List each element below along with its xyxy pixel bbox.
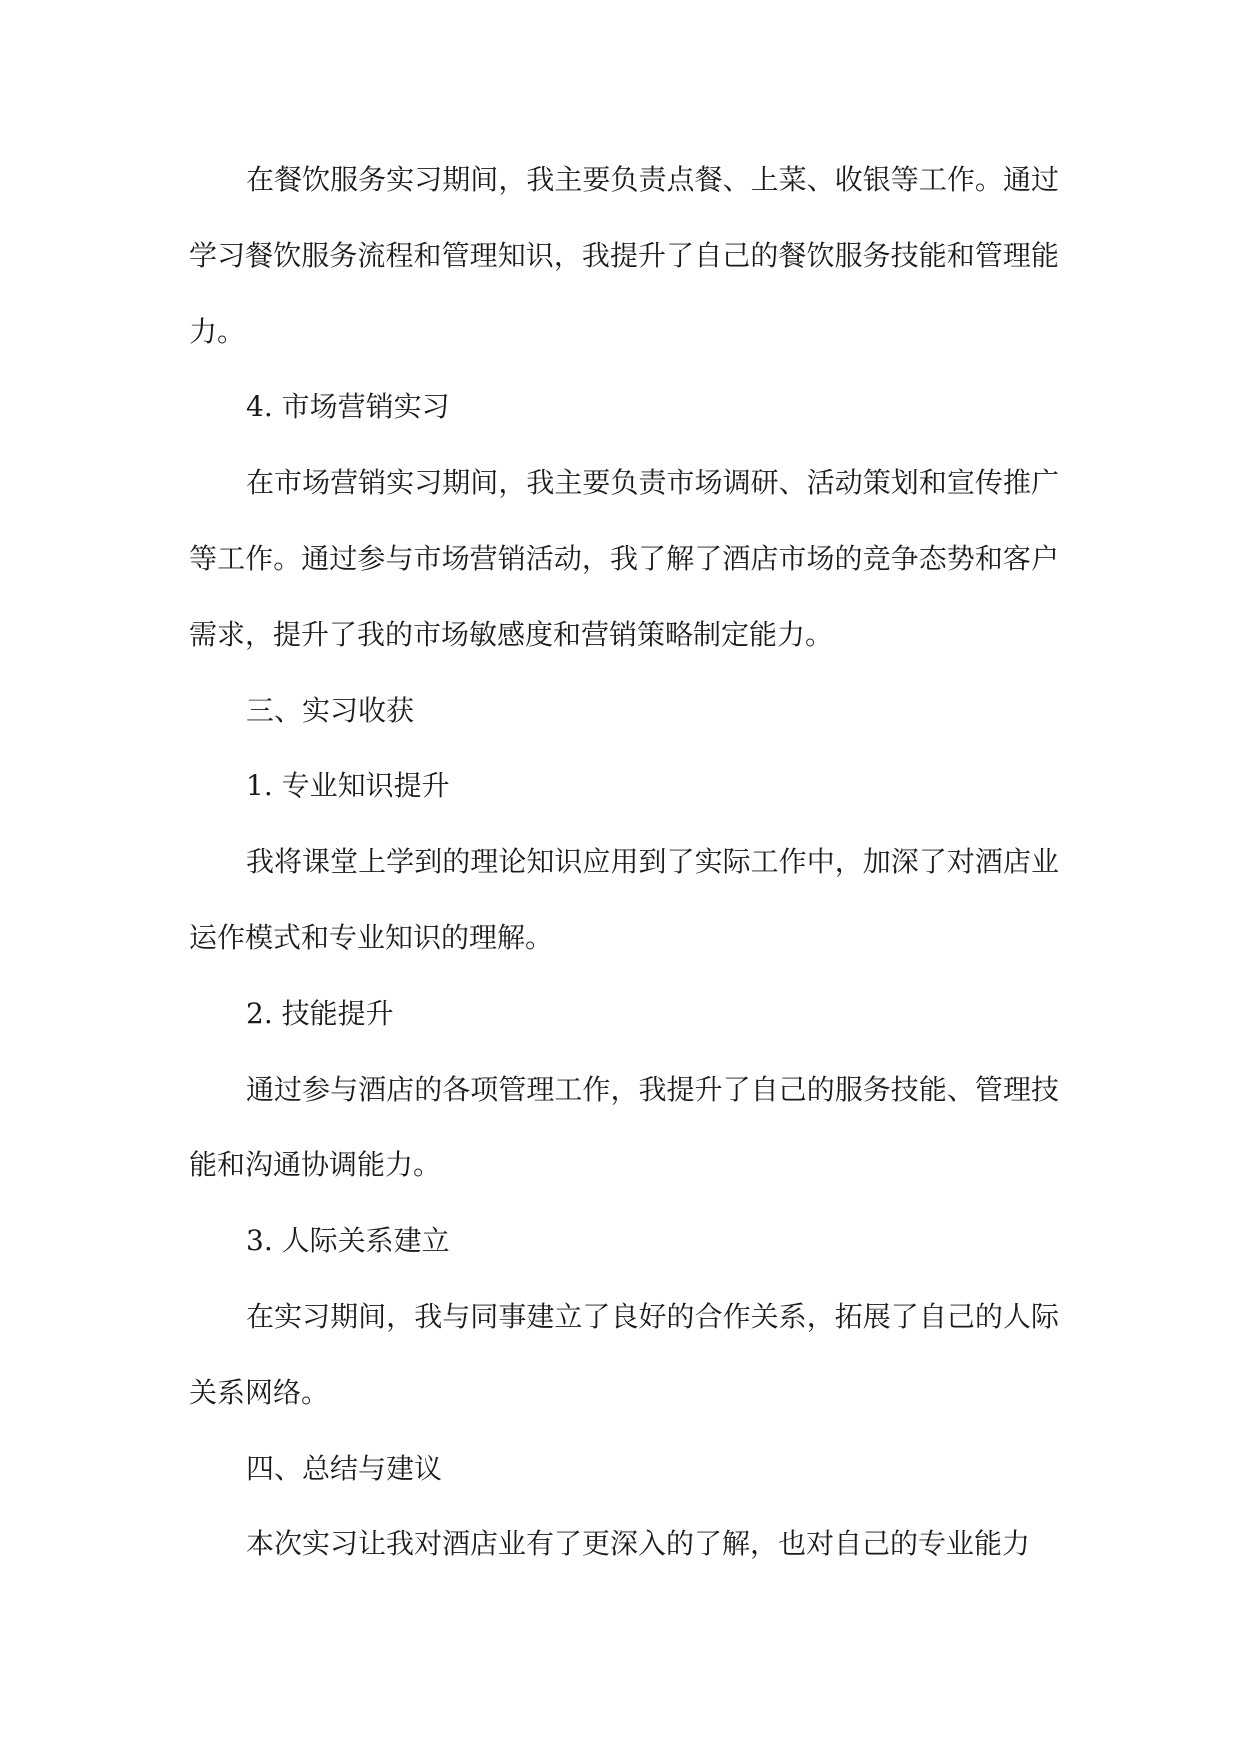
heading-professional-knowledge: 1. 专业知识提升 bbox=[246, 769, 450, 803]
heading-skill-improvement: 2. 技能提升 bbox=[246, 996, 394, 1030]
paragraph-skill-improvement: 通过参与酒店的各项管理工作，我提升了自己的服务技能、管理技能和沟通协调能力。 bbox=[189, 1072, 1059, 1182]
paragraph-dining-service: 在餐饮服务实习期间，我主要负责点餐、上菜、收银等工作。通过学习餐饮服务流程和管理知识，我提升了自己的餐饮服务技能和管理能力。 bbox=[189, 163, 1059, 348]
heading-marketing-internship: 4. 市场营销实习 bbox=[246, 390, 450, 424]
paragraph-interpersonal-relations: 在实习期间，我与同事建立了良好的合作关系，拓展了自己的人际关系网络。 bbox=[189, 1299, 1059, 1409]
paragraph-professional-knowledge: 我将课堂上学到的理论知识应用到了实际工作中，加深了对酒店业运作模式和专业知识的理解。 bbox=[189, 845, 1059, 954]
paragraph-marketing: 在市场营销实习期间，我主要负责市场调研、活动策划和宣传推广等工作。通过参与市场营销活动，我了解了酒店市场的竞争态势和客户需求，提升了我的市场敏感度和营销策略制定能力。 bbox=[189, 466, 1059, 651]
section-heading-summary: 四、总结与建议 bbox=[246, 1451, 443, 1485]
heading-interpersonal-relations: 3. 人际关系建立 bbox=[246, 1224, 450, 1258]
paragraph-summary: 本次实习让我对酒店业有了更深入的了解，也对自己的专业能力 bbox=[246, 1527, 1031, 1561]
document-body bbox=[189, 142, 1059, 1582]
section-heading-internship-gains: 三、实习收获 bbox=[246, 693, 415, 727]
